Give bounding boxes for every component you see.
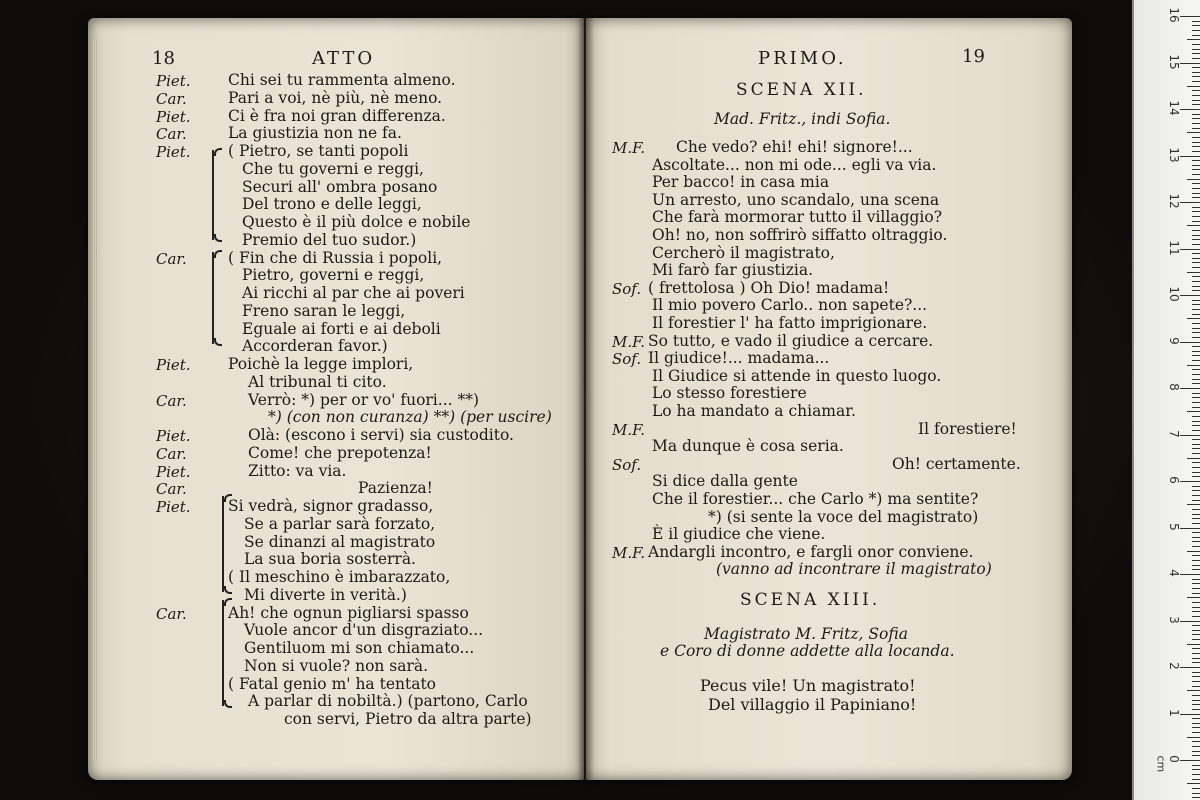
verse-line: ( Pietro, se tanti popoli	[228, 142, 409, 160]
verse-line: Se dinanzi al magistrato	[244, 532, 436, 551]
ruler-tick	[1192, 104, 1200, 105]
ruler-tick	[1192, 607, 1200, 608]
ruler-tick	[1192, 472, 1200, 473]
ruler-tick	[1192, 746, 1200, 747]
speaker-label: Car.	[156, 480, 187, 499]
ruler-tick	[1192, 700, 1200, 701]
ruler-tick	[1180, 249, 1200, 250]
scene-12-cast: Mad. Fritz., indi Sofia.	[714, 110, 891, 128]
speaker-label: M.F.	[612, 543, 645, 562]
verse-line: Che farà mormorar tutto il villaggio?	[652, 208, 943, 227]
ruler-tick	[1187, 318, 1200, 319]
ruler-tick	[1192, 514, 1200, 515]
ruler-tick	[1192, 430, 1200, 431]
verse-line: Del trono e delle leggi,	[242, 195, 422, 214]
ruler-tick	[1192, 565, 1200, 566]
ruler-tick	[1187, 272, 1200, 273]
ruler-tick	[1192, 35, 1200, 36]
ruler-tick	[1180, 63, 1200, 64]
verse-line: Ci è fra noi gran differenza.	[228, 106, 446, 125]
verse-line: Andargli incontro, e fargli onor conviene.	[648, 542, 974, 561]
ruler-tick	[1192, 346, 1200, 347]
ruler-tick	[1192, 541, 1200, 542]
ruler-tick	[1192, 44, 1200, 45]
ruler-tick	[1192, 118, 1200, 119]
verse-line: Lo ha mandato a chiamar.	[652, 402, 856, 420]
ruler-tick	[1192, 323, 1200, 324]
verse-line: ( Fin che di Russia i popoli,	[228, 248, 443, 267]
ruler-tick	[1192, 197, 1200, 198]
ruler-tick	[1192, 588, 1200, 589]
ruler-tick	[1192, 53, 1200, 54]
verse-line: Se a parlar sarà forzato,	[244, 514, 436, 533]
verse-line: Pari a voi, nè più, nè meno.	[228, 88, 443, 107]
speaker-label: M.F.	[612, 420, 645, 439]
ruler-tick	[1192, 490, 1200, 491]
ruler-tick	[1187, 551, 1200, 552]
ruler-unit: cm	[1154, 755, 1168, 773]
ruler-tick	[1192, 453, 1200, 454]
verse-line: Mi farò far giustizia.	[652, 261, 814, 280]
ruler-tick	[1192, 239, 1200, 240]
right-page-header: PRIMO.	[758, 48, 847, 69]
ruler-tick	[1180, 667, 1200, 668]
verse-line: Che tu governi e reggi,	[242, 159, 424, 178]
verse-line: Oh! no, non soffrirò siffatto oltraggio.	[652, 226, 948, 244]
verse-line: So tutto, e vado il giudice a cercare.	[648, 331, 934, 350]
speaker-label: M.F.	[612, 332, 645, 351]
ruler-tick	[1192, 81, 1200, 82]
ruler-tick	[1192, 169, 1200, 170]
verse-line: con servi, Pietro da altra parte)	[284, 710, 532, 728]
verse-line: Il mio povero Carlo.. non sapete?...	[652, 296, 928, 315]
ruler-tick	[1180, 528, 1200, 529]
ruler-tick	[1187, 411, 1200, 412]
ruler-tick	[1192, 537, 1200, 538]
ruler-number: 1	[1167, 708, 1181, 717]
verse-line: ( Fatal genio m' ha tentato	[228, 674, 437, 693]
ruler-tick	[1180, 156, 1200, 157]
ruler-tick	[1192, 630, 1200, 631]
left-page-number: 18	[152, 48, 175, 69]
ruler-tick	[1192, 123, 1200, 124]
speaker-label: M.F.	[612, 139, 645, 157]
ruler-number: 11	[1167, 239, 1181, 256]
verse-line: Pazienza!	[358, 479, 433, 498]
speaker-label: Piet.	[156, 107, 191, 126]
verse-line: Accorderan favor.)	[242, 337, 388, 356]
ruler-tick	[1192, 253, 1200, 254]
verse-line: *) (con non curanza) **) (per uscire)	[268, 408, 552, 427]
ruler-tick	[1192, 765, 1200, 766]
ruler-tick	[1192, 328, 1200, 329]
ruler-number: 15	[1167, 53, 1181, 70]
book-gutter	[578, 18, 594, 780]
ruler-tick	[1192, 523, 1200, 524]
ruler-tick	[1192, 402, 1200, 403]
verse-line: Pietro, governi e reggi,	[242, 266, 425, 285]
ruler-tick	[1192, 681, 1200, 682]
scene-12-title: SCENA XII.	[736, 80, 867, 100]
final-line-1: Pecus vile! Un magistrato!	[700, 676, 916, 695]
verse-line: Oh! certamente.	[892, 454, 1021, 473]
ruler-tick	[1192, 476, 1200, 477]
speaker-label: Sof.	[612, 455, 642, 474]
ruler-tick	[1192, 444, 1200, 445]
verse-line: Gentiluom mi son chiamato...	[244, 639, 475, 657]
ruler-tick	[1192, 704, 1200, 705]
ruler-tick	[1192, 769, 1200, 770]
right-page-number: 19	[962, 46, 985, 67]
ruler-tick	[1192, 546, 1200, 547]
ruler-tick	[1192, 193, 1200, 194]
ruler-tick	[1192, 616, 1200, 617]
ruler-tick	[1192, 100, 1200, 101]
ruler-tick	[1192, 355, 1200, 356]
ruler-tick	[1192, 732, 1200, 733]
verse-line: Il forestiere!	[918, 419, 1017, 438]
ruler-tick	[1187, 39, 1200, 40]
ruler-tick	[1192, 518, 1200, 519]
ruler-tick	[1180, 481, 1200, 482]
ruler-tick	[1192, 467, 1200, 468]
verse-line: Poichè la legge implori,	[228, 355, 414, 373]
verse-line: Premio del tuo sudor.)	[242, 230, 417, 249]
verse-line: Mi diverte in verità.)	[244, 585, 407, 604]
ruler-tick	[1187, 86, 1200, 87]
ruler-tick	[1192, 49, 1200, 50]
ruler-tick	[1192, 95, 1200, 96]
scene-13-cast-1: Magistrato M. Fritz, Sofia	[704, 625, 908, 643]
ruler-tick	[1192, 662, 1200, 663]
verse-line: Non si vuole? non sarà.	[244, 656, 429, 675]
ruler-number: 0	[1167, 755, 1181, 763]
brace-carlo-2	[222, 600, 224, 706]
ruler-tick	[1180, 574, 1200, 575]
verse-line: Securi all' ombra posano	[242, 177, 438, 196]
verse-line: ( frettolosa ) Oh Dio! madama!	[648, 278, 890, 297]
ruler-tick	[1192, 495, 1200, 496]
ruler-tick	[1192, 727, 1200, 728]
ruler-tick	[1192, 207, 1200, 208]
ruler-tick	[1192, 369, 1200, 370]
verse-line: Come! che prepotenza!	[248, 443, 432, 462]
brace-carlo	[212, 252, 214, 344]
ruler-tick	[1192, 393, 1200, 394]
verse-line: Che vedo? ehi! ehi! signore!...	[676, 138, 913, 156]
verse-line: Vuole ancor d'un disgraziato...	[244, 621, 484, 640]
verse-line: È il giudice che viene.	[652, 525, 826, 544]
speaker-label: Piet.	[156, 462, 191, 481]
ruler-tick	[1180, 714, 1200, 715]
ruler-tick	[1180, 760, 1200, 761]
left-page-header: ATTO	[312, 48, 376, 69]
ruler-number: 13	[1167, 146, 1181, 163]
verse-line: Ai ricchi al par che ai poveri	[242, 284, 465, 302]
ruler-tick	[1192, 793, 1200, 794]
ruler-tick	[1192, 379, 1200, 380]
ruler-tick	[1192, 230, 1200, 231]
scene-13-cast-2: e Coro di donne addette alla locanda.	[660, 642, 955, 660]
ruler-tick	[1192, 788, 1200, 789]
ruler-tick	[1192, 532, 1200, 533]
verse-line: Il giudice!... madama...	[648, 349, 830, 368]
ruler-tick	[1192, 174, 1200, 175]
verse-line: Cercherò il magistrato,	[652, 243, 835, 262]
verse-line: Eguale ai forti e ai deboli	[242, 319, 441, 338]
ruler-tick	[1192, 374, 1200, 375]
ruler-tick	[1192, 593, 1200, 594]
ruler-tick	[1192, 672, 1200, 673]
verse-line: La sua boria sosterrà.	[244, 550, 416, 569]
speaker-label: Piet.	[156, 143, 191, 161]
ruler-tick	[1192, 709, 1200, 710]
ruler-number: 4	[1167, 569, 1181, 577]
ruler-tick	[1187, 132, 1200, 133]
ruler-tick	[1192, 360, 1200, 361]
ruler-tick	[1192, 142, 1200, 143]
ruler-tick	[1192, 509, 1200, 510]
ruler-tick	[1192, 211, 1200, 212]
ruler-tick	[1192, 146, 1200, 147]
ruler-tick	[1187, 644, 1200, 645]
ruler-tick	[1187, 597, 1200, 598]
ruler-tick	[1192, 258, 1200, 259]
ruler-tick	[1192, 351, 1200, 352]
verse-line: Lo stesso forestiere	[652, 384, 807, 403]
ruler-tick	[1192, 262, 1200, 263]
ruler-tick	[1192, 290, 1200, 291]
verse-line: Per bacco! in casa mia	[652, 173, 830, 192]
ruler-tick	[1192, 648, 1200, 649]
speaker-label: Car.	[156, 391, 187, 410]
verse-line: Ma dunque è cosa seria.	[652, 437, 844, 456]
ruler-tick	[1192, 114, 1200, 115]
ruler-tick	[1192, 397, 1200, 398]
ruler-tick	[1192, 797, 1200, 798]
measuring-ruler	[1132, 0, 1200, 800]
ruler-number: 8	[1167, 383, 1181, 391]
ruler-tick	[1192, 500, 1200, 501]
verse-line: Chi sei tu rammenta almeno.	[228, 71, 456, 89]
ruler-tick	[1192, 634, 1200, 635]
ruler-tick	[1192, 425, 1200, 426]
ruler-tick	[1192, 448, 1200, 449]
ruler-tick	[1192, 165, 1200, 166]
verse-line: (vanno ad incontrare il magistrato)	[716, 560, 992, 579]
speaker-label: Sof.	[612, 279, 642, 298]
ruler-tick	[1192, 309, 1200, 310]
verse-line: Un arresto, uno scandalo, una scena	[652, 190, 940, 209]
brace-pietro-2	[222, 496, 224, 592]
ruler-tick	[1192, 137, 1200, 138]
ruler-tick	[1192, 718, 1200, 719]
ruler-tick	[1192, 583, 1200, 584]
verse-line: *) (si sente la voce del magistrato)	[708, 507, 979, 526]
verse-line: A parlar di nobiltà.) (partono, Carlo	[248, 692, 528, 711]
ruler-tick	[1192, 267, 1200, 268]
speaker-label: Car.	[156, 89, 187, 108]
ruler-tick	[1192, 244, 1200, 245]
ruler-tick	[1180, 295, 1200, 296]
ruler-tick	[1192, 755, 1200, 756]
ruler-tick	[1192, 555, 1200, 556]
ruler-number: 12	[1167, 193, 1181, 209]
ruler-number: 7	[1167, 429, 1181, 438]
ruler-tick	[1192, 21, 1200, 22]
ruler-tick	[1192, 216, 1200, 217]
ruler-tick	[1192, 560, 1200, 561]
ruler-tick	[1192, 416, 1200, 417]
ruler-tick	[1192, 676, 1200, 677]
ruler-tick	[1192, 695, 1200, 696]
ruler-tick	[1192, 751, 1200, 752]
verse-line: ( Il meschino è imbarazzato,	[228, 568, 451, 586]
speaker-label: Sof.	[612, 350, 642, 369]
ruler-number: 16	[1167, 7, 1181, 23]
ruler-number: 2	[1167, 662, 1181, 670]
verse-line: Si dice dalla gente	[652, 472, 798, 491]
verse-line: Al tribunal ti cito.	[248, 372, 387, 391]
ruler-tick	[1187, 458, 1200, 459]
ruler-number: 9	[1167, 336, 1181, 345]
speaker-label: Piet.	[156, 356, 191, 374]
ruler-tick	[1192, 774, 1200, 775]
ruler-tick	[1180, 435, 1200, 436]
ruler-number: 3	[1167, 615, 1181, 624]
ruler-tick	[1192, 128, 1200, 129]
verse-line: Ascoltate... non mi ode... egli va via.	[652, 155, 937, 174]
ruler-tick	[1187, 179, 1200, 180]
ruler-tick	[1192, 779, 1200, 780]
ruler-tick	[1187, 783, 1200, 784]
ruler-tick	[1180, 342, 1200, 343]
ruler-tick	[1192, 421, 1200, 422]
ruler-tick	[1192, 439, 1200, 440]
ruler-tick	[1180, 16, 1200, 17]
ruler-tick	[1192, 407, 1200, 408]
verse-line: Il Giudice si attende in questo luogo.	[652, 366, 942, 385]
ruler-tick	[1187, 737, 1200, 738]
ruler-tick	[1192, 90, 1200, 91]
ruler-tick	[1180, 202, 1200, 203]
ruler-tick	[1192, 639, 1200, 640]
speaker-label: Car.	[156, 604, 187, 623]
ruler-tick	[1180, 621, 1200, 622]
verse-line: Che il forestier... che Carlo *) ma sentite?	[652, 490, 979, 508]
speaker-label: Car.	[156, 444, 187, 463]
brace-pietro	[212, 150, 214, 240]
ruler-tick	[1192, 569, 1200, 570]
ruler-tick	[1192, 72, 1200, 73]
ruler-tick	[1192, 58, 1200, 59]
verse-line: La giustizia non ne fa.	[228, 124, 402, 143]
ruler-tick	[1192, 67, 1200, 68]
speaker-label: Piet.	[156, 498, 191, 516]
ruler-tick	[1192, 383, 1200, 384]
ruler-tick	[1192, 462, 1200, 463]
ruler-tick	[1192, 723, 1200, 724]
ruler-tick	[1192, 486, 1200, 487]
ruler-tick	[1180, 109, 1200, 110]
speaker-label: Car.	[156, 125, 187, 144]
ruler-tick	[1192, 658, 1200, 659]
ruler-tick	[1192, 76, 1200, 77]
ruler-tick	[1192, 276, 1200, 277]
ruler-tick	[1192, 160, 1200, 161]
ruler-tick	[1192, 332, 1200, 333]
ruler-tick	[1192, 30, 1200, 31]
ruler-tick	[1187, 504, 1200, 505]
ruler-number: 10	[1167, 286, 1181, 302]
verse-line: Zitto: va via.	[248, 461, 347, 480]
ruler-tick	[1187, 225, 1200, 226]
ruler-tick	[1192, 304, 1200, 305]
ruler-tick	[1180, 388, 1200, 389]
ruler-tick	[1192, 686, 1200, 687]
verse-line: Olà: (escono i servi) sia custodito.	[248, 426, 514, 444]
ruler-tick	[1192, 183, 1200, 184]
ruler-tick	[1192, 25, 1200, 26]
scene-13-title: SCENA XIII.	[740, 590, 881, 610]
ruler-number: 14	[1167, 100, 1181, 116]
ruler-tick	[1192, 314, 1200, 315]
ruler-tick	[1187, 365, 1200, 366]
verse-line: Il forestier l' ha fatto imprigionare.	[652, 314, 928, 332]
final-line-2: Del villaggio il Papiniano!	[708, 695, 917, 714]
speaker-label: Car.	[156, 249, 187, 268]
ruler-number: 6	[1167, 476, 1181, 484]
verse-line: Si vedrà, signor gradasso,	[228, 497, 434, 515]
ruler-tick	[1192, 337, 1200, 338]
ruler-tick	[1192, 221, 1200, 222]
speaker-label: Piet.	[156, 427, 191, 445]
ruler-tick	[1192, 300, 1200, 301]
ruler-tick	[1192, 602, 1200, 603]
ruler-tick	[1187, 690, 1200, 691]
verse-line: Ah! che ognun pigliarsi spasso	[228, 603, 469, 622]
ruler-tick	[1192, 625, 1200, 626]
verse-line: Freno saran le leggi,	[242, 301, 406, 320]
ruler-tick	[1192, 653, 1200, 654]
ruler-tick	[1192, 235, 1200, 236]
verse-line: Verrò: *) per or vo' fuori... **)	[248, 390, 480, 409]
page-edges	[92, 40, 98, 760]
ruler-tick	[1192, 286, 1200, 287]
ruler-tick	[1192, 281, 1200, 282]
ruler-tick	[1192, 579, 1200, 580]
ruler-tick	[1192, 188, 1200, 189]
speaker-label: Piet.	[156, 72, 191, 90]
ruler-number: 5	[1167, 522, 1181, 531]
ruler-tick	[1192, 151, 1200, 152]
ruler-tick	[1192, 611, 1200, 612]
ruler-tick	[1192, 741, 1200, 742]
verse-line: Questo è il più dolce e nobile	[242, 213, 471, 231]
